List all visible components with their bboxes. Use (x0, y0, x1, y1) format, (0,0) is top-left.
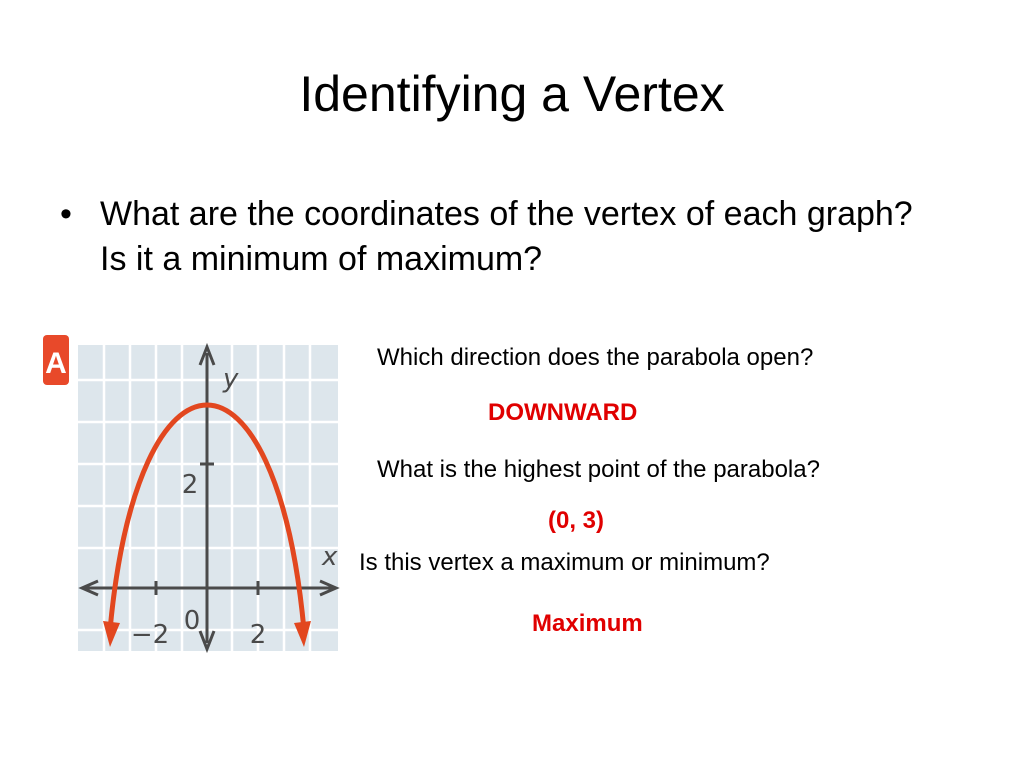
graph-badge-label: A (45, 347, 67, 380)
parabola-graph (40, 325, 340, 655)
x-tick-label-neg2: −2 (130, 620, 170, 650)
question-highest-point: What is the highest point of the parabola? (377, 456, 820, 483)
y-axis-label: y (223, 364, 239, 394)
answer-highest-point: (0, 3) (548, 507, 605, 534)
answer-vertex-type: Maximum (532, 610, 643, 637)
question-vertex-type: Is this vertex a maximum or minimum? (359, 549, 770, 576)
bullet-text: What are the coordinates of the vertex of each graph? Is it a minimum of maximum? (100, 195, 913, 278)
graph-figure (40, 325, 340, 655)
slide-title: Identifying a Vertex (299, 66, 725, 122)
x-axis-label: x (322, 542, 338, 572)
question-direction: Which direction does the parabola open? (377, 344, 814, 371)
answer-direction: DOWNWARD (488, 399, 638, 426)
x-tick-label-zero: 0 (183, 606, 201, 636)
y-tick-label-2: 2 (181, 470, 199, 500)
bullet-dot: • (60, 195, 72, 233)
x-tick-label-pos2: 2 (249, 620, 267, 650)
